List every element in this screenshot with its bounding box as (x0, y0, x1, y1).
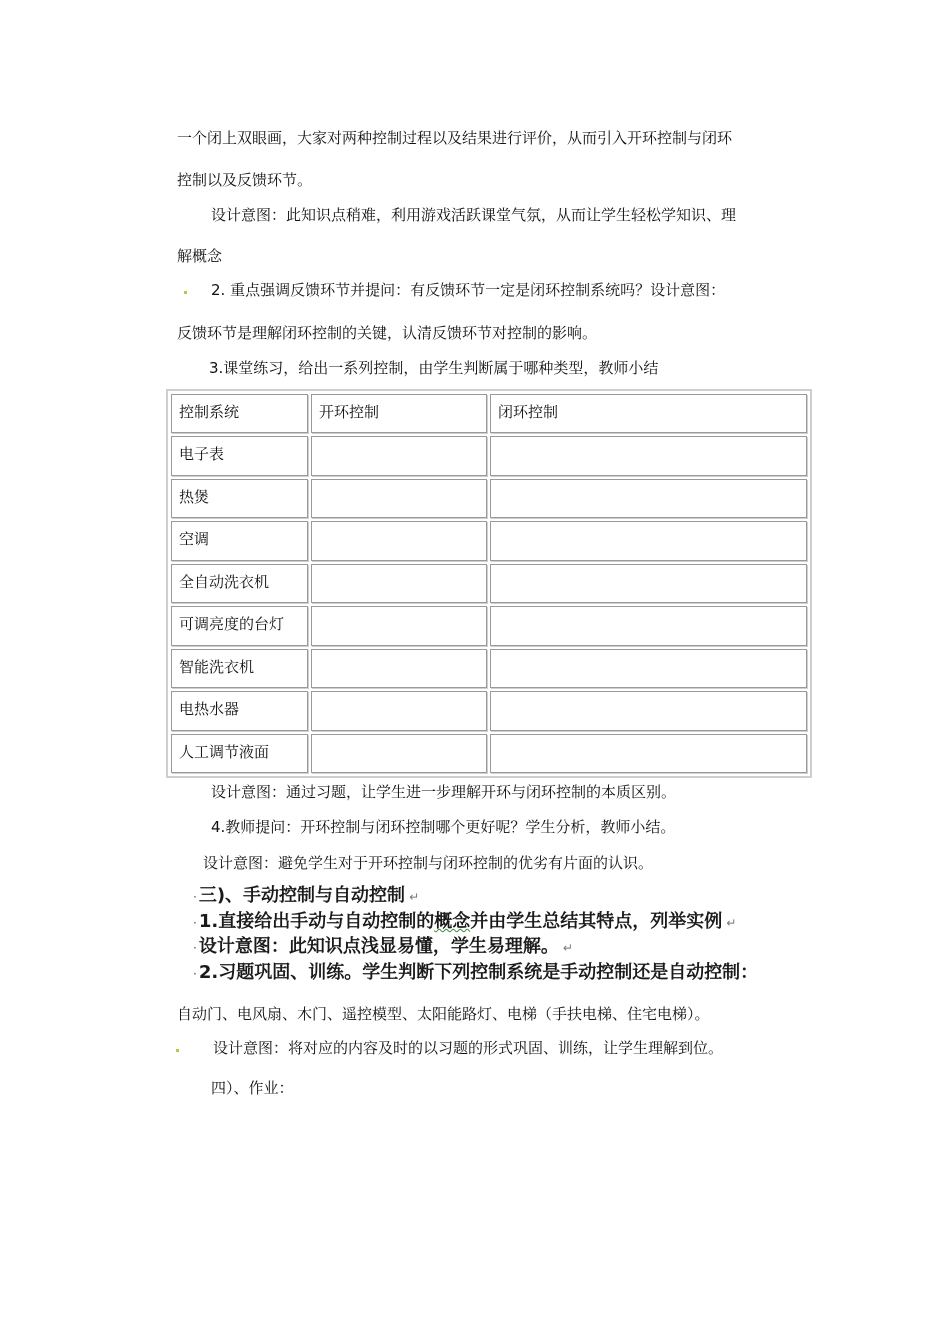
paragraph-line: 设计意图：将对应的内容及时的以习题的形式巩固、训练，让学生理解到位。 (213, 1039, 724, 1057)
spellcheck-word: 概念 (434, 911, 471, 932)
table-cell: 智能洗衣机 (171, 649, 308, 688)
table-row (171, 691, 807, 730)
return-icon: ↵ (726, 916, 737, 930)
section-heading (193, 885, 419, 908)
section-heading-text: 三)、手动控制与自动控制 (198, 885, 406, 906)
table-cell (311, 564, 487, 603)
margin-mark (176, 1049, 179, 1052)
table-cell (490, 564, 807, 603)
table-cell (490, 479, 807, 518)
return-icon: ↵ (562, 941, 573, 955)
table-cell (311, 479, 487, 518)
table-cell (311, 436, 487, 475)
classification-table (166, 389, 812, 778)
paragraph-line: 四）、作业： (211, 1079, 294, 1097)
paragraph-line: 控制以及反馈环节。 (177, 171, 313, 189)
table-cell: 空调 (171, 521, 308, 560)
bullet-icon: · (193, 916, 197, 930)
paragraph-line: 解概念 (177, 247, 223, 265)
table-cell: 全自动洗衣机 (171, 564, 308, 603)
paragraph-line: 自动门、电风扇、木门、遥控模型、太阳能路灯、电梯（手扶电梯、住宅电梯）。 (177, 1005, 710, 1023)
table-cell: 可调亮度的台灯 (171, 606, 308, 645)
table-cell (490, 734, 807, 774)
table-row (171, 564, 807, 603)
table-cell: 电热水器 (171, 691, 308, 730)
section-item (193, 962, 758, 985)
table-header-row (171, 394, 807, 433)
paragraph-line: 4.教师提问：开环控制与闭环控制哪个更好呢？学生分析，教师小结。 (211, 818, 676, 836)
table-row (171, 521, 807, 560)
table-cell (311, 521, 487, 560)
table-cell: 人工调节液面 (171, 734, 308, 774)
bullet-icon: · (193, 941, 197, 955)
paragraph-line: 设计意图：通过习题，让学生进一步理解开环与闭环控制的本质区别。 (211, 783, 677, 801)
table-header-cell: 控制系统 (171, 394, 308, 433)
table-header-cell: 闭环控制 (490, 394, 807, 433)
table-header-cell: 开环控制 (311, 394, 487, 433)
table-cell (311, 649, 487, 688)
section-item (193, 936, 573, 959)
paragraph-line: 3.课堂练习，给出一系列控制，由学生判断属于哪种类型，教师小结 (209, 359, 659, 377)
table-cell (490, 436, 807, 475)
table-row (171, 734, 807, 774)
table-row (171, 436, 807, 475)
section-item-text: 2.习题巩固、训练。学生判断下列控制系统是手动控制还是自动控制： (198, 962, 759, 983)
paragraph-line: 设计意图：避免学生对于开环控制与闭环控制的优劣有片面的认识。 (203, 854, 654, 872)
table-cell (490, 649, 807, 688)
paragraph-line: 设计意图：此知识点稍难，利用游戏活跃课堂气氛，从而让学生轻松学知识、理 (211, 206, 737, 224)
section-item-text: 设计意图：此知识点浅显易懂，学生易理解。 (198, 936, 559, 957)
table-row (171, 479, 807, 518)
table-row (171, 606, 807, 645)
table-row (171, 649, 807, 688)
table-cell (490, 521, 807, 560)
section-item (193, 911, 736, 934)
section-item-text: 1.直接给出手动与自动控制的 (198, 911, 435, 932)
table-cell (311, 734, 487, 774)
bullet-icon: · (193, 890, 197, 904)
table-cell (490, 606, 807, 645)
table-cell: 电子表 (171, 436, 308, 475)
paragraph-line: 2. 重点强调反馈环节并提问：有反馈环节一定是闭环控制系统吗？设计意图： (211, 281, 726, 299)
return-icon: ↵ (409, 890, 420, 904)
section-item-text: 并由学生总结其特点，列举实例 (470, 911, 723, 932)
bullet-icon: · (193, 967, 197, 981)
paragraph-line: 一个闭上双眼画，大家对两种控制过程以及结果进行评价，从而引入开环控制与闭环 (177, 129, 733, 147)
table-cell (311, 606, 487, 645)
table-cell: 热煲 (171, 479, 308, 518)
margin-mark (184, 291, 187, 294)
table-cell (490, 691, 807, 730)
table-cell (311, 691, 487, 730)
paragraph-line: 反馈环节是理解闭环控制的关键，认清反馈环节对控制的影响。 (177, 324, 598, 342)
